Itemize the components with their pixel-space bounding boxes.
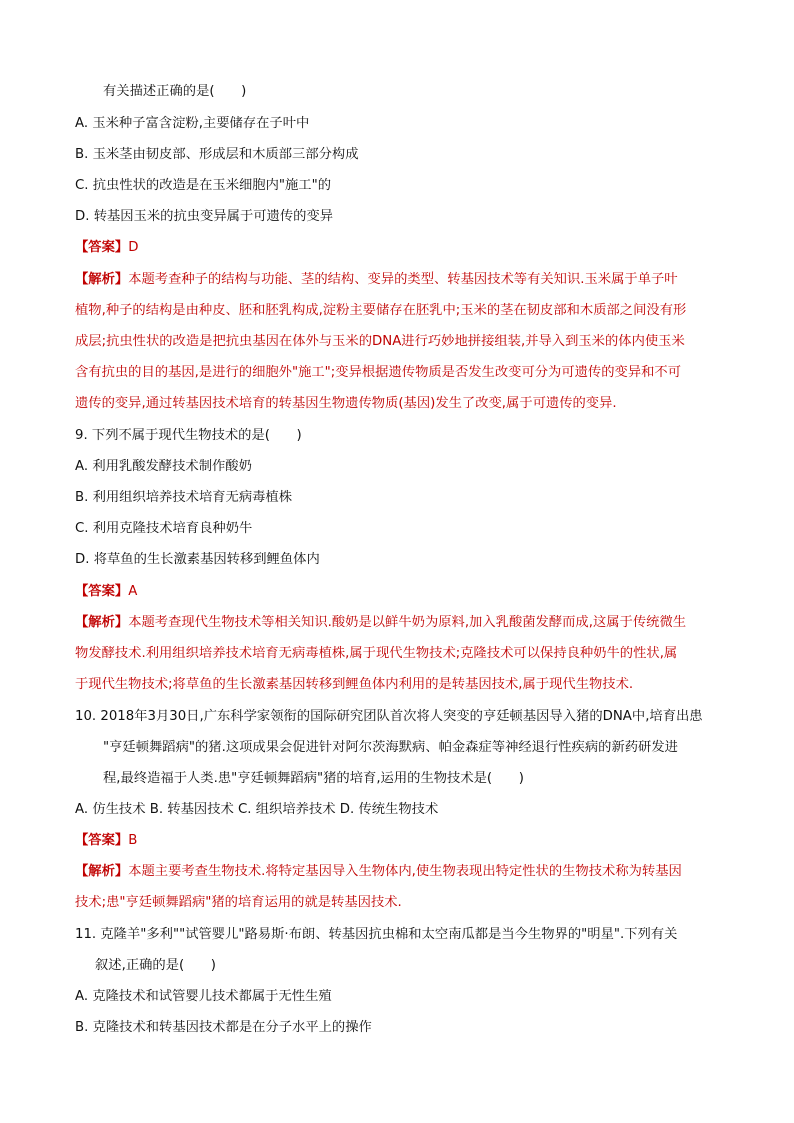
answer-tag: 【答案】 xyxy=(75,240,129,255)
q9-option-d: D. 将草鱼的生长激素基因转移到鲤鱼体内 xyxy=(75,552,320,567)
q8-option-c: C. 抗虫性状的改造是在玉米细胞内"施工"的 xyxy=(75,178,332,193)
answer-value: D xyxy=(128,240,139,255)
answer-value: A xyxy=(128,584,138,599)
q8-answer xyxy=(75,238,138,258)
q11-stem-line: 叙述,正确的是( ) xyxy=(95,958,216,973)
q9-option-a: A. 利用乳酸发酵技术制作酸奶 xyxy=(75,459,252,474)
q10-stem-line: 程,最终造福于人类.患"亨廷顿舞蹈病"猪的培育,运用的生物技术是( ) xyxy=(103,771,524,786)
q8-option-a: A. 玉米种子富含淀粉,主要储存在子叶中 xyxy=(75,116,310,131)
answer-value: B xyxy=(128,833,138,848)
q8-analysis-line: 含有抗虫的目的基因,是进行的细胞外"施工";变异根据遗传物质是否发生改变可分为可遗传的变异和不可 xyxy=(75,365,681,380)
q10-analysis-line: 技术;患"亨廷顿舞蹈病"猪的培育运用的就是转基因技术. xyxy=(75,895,402,910)
q8-analysis-line: 遗传的变异,通过转基因技术培育的转基因生物遗传物质(基因)发生了改变,属于可遗传的变异. xyxy=(75,396,617,411)
q11-option-a: A. 克隆技术和试管婴儿技术都属于无性生殖 xyxy=(75,989,332,1004)
q11-stem-line: 11. 克隆羊"多利""试管婴儿"路易斯·布朗、转基因抗虫棉和太空南瓜都是当今生物界的"明星".下列有关 xyxy=(75,927,678,942)
q10-stem-line: 10. 2018年3月30日,广东科学家领衔的国际研究团队首次将人突变的亨廷顿基因导入猪的DNA中,培育出患 xyxy=(75,709,703,724)
q9-analysis-line: 于现代生物技术;将草鱼的生长激素基因转移到鲤鱼体内利用的是转基因技术,属于现代生物技术. xyxy=(75,677,634,692)
q9-option-c: C. 利用克隆技术培育良种奶牛 xyxy=(75,521,253,536)
q8-stem-tail: 有关描述正确的是( ) xyxy=(103,84,247,99)
q8-option-d: D. 转基因玉米的抗虫变异属于可遗传的变异 xyxy=(75,209,334,224)
q8-analysis-line: 植物,种子的结构是由种皮、胚和胚乳构成,淀粉主要储存在胚乳中;玉米的茎在韧皮部和木质部之间没有形 xyxy=(75,303,687,318)
q10-stem-line: "亨廷顿舞蹈病"的猪.这项成果会促进针对阿尔茨海默病、帕金森症等神经退行性疾病的新药研发进 xyxy=(103,740,678,755)
q10-answer xyxy=(75,831,137,851)
q9-option-b: B. 利用组织培养技术培育无病毒植株 xyxy=(75,490,293,505)
q9-stem: 9. 下列不属于现代生物技术的是( ) xyxy=(75,428,302,443)
q8-analysis-line: 成层;抗虫性状的改造是把抗虫基因在体外与玉米的DNA进行巧妙地拼接组装,并导入到玉米的体内使玉米 xyxy=(75,334,685,349)
analysis-tag: 【解析】 xyxy=(75,272,129,287)
analysis-tag: 【解析】 xyxy=(75,864,129,879)
analysis-tag: 【解析】 xyxy=(75,615,129,630)
q11-option-b: B. 克隆技术和转基因技术都是在分子水平上的操作 xyxy=(75,1020,372,1035)
answer-tag: 【答案】 xyxy=(75,833,129,848)
q8-option-b: B. 玉米茎由韧皮部、形成层和木质部三部分构成 xyxy=(75,147,359,162)
q10-analysis-line: 【解析】本题主要考查生物技术.将特定基因导入生物体内,使生物表现出特定性状的生物技术称为转基因 xyxy=(75,864,682,879)
answer-tag: 【答案】 xyxy=(75,584,129,599)
q9-analysis-line: 物发酵技术.利用组织培养技术培育无病毒植株,属于现代生物技术;克隆技术可以保持良种奶牛的性状,属 xyxy=(75,646,678,661)
q10-options: A. 仿生技术 B. 转基因技术 C. 组织培养技术 D. 传统生物技术 xyxy=(75,802,439,817)
q9-answer xyxy=(75,582,137,602)
q9-analysis-line: 【解析】本题考查现代生物技术等相关知识.酸奶是以鲜牛奶为原料,加入乳酸菌发酵而成,这属于传统微生 xyxy=(75,615,687,630)
q8-analysis-line: 【解析】本题考查种子的结构与功能、茎的结构、变异的类型、转基因技术等有关知识.玉米属于单子叶 xyxy=(75,272,678,287)
